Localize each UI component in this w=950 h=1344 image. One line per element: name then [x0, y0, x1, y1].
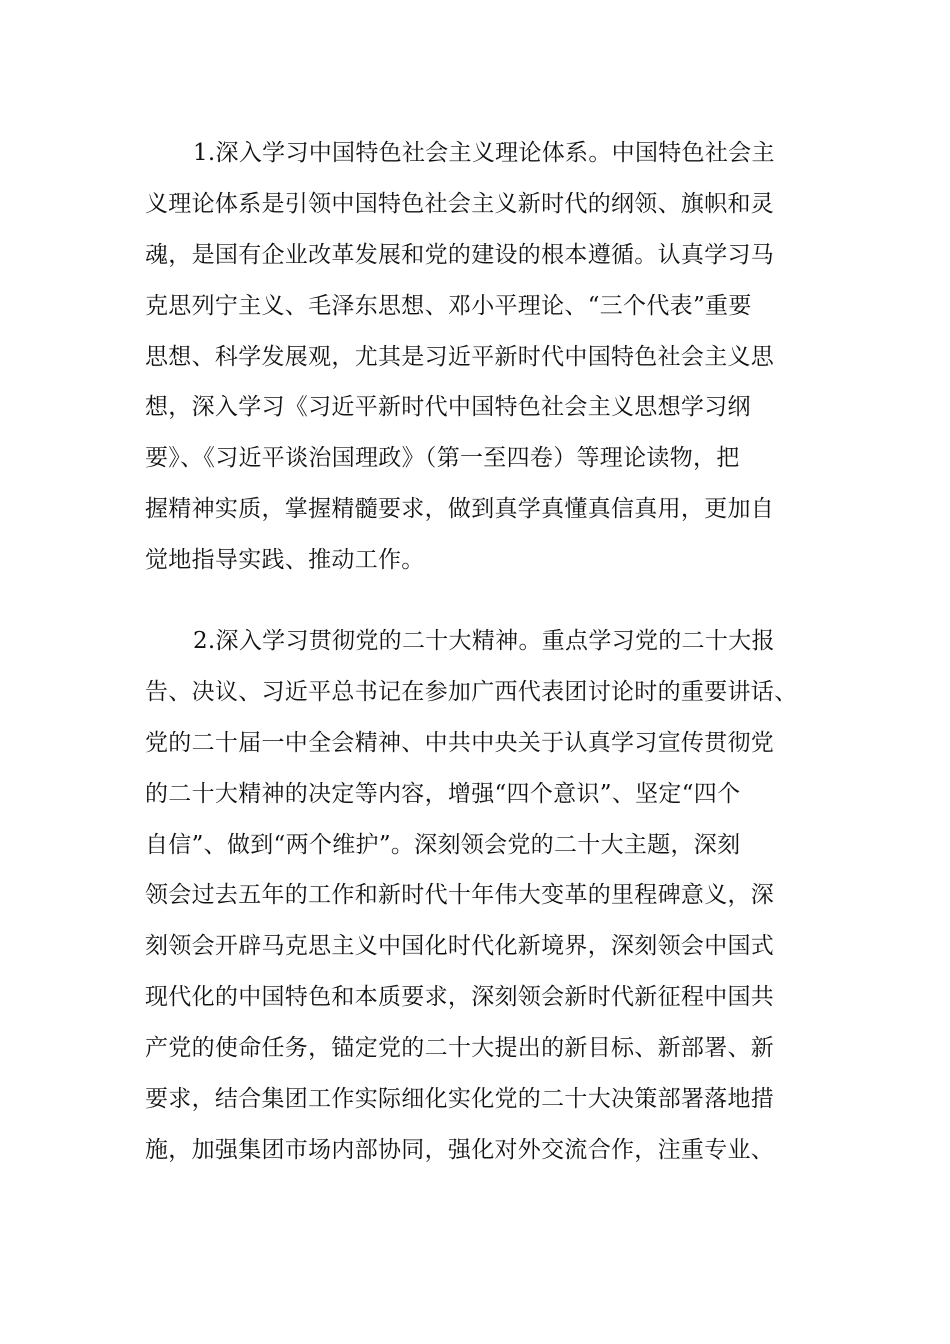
paragraph-line: 要求，结合集团工作实际细化实化党的二十大决策部署落地措 — [145, 1086, 775, 1113]
paragraph-2 — [145, 616, 800, 1176]
paragraph-line: 1.深入学习中国特色社会主义理论体系。中国特色社会主 — [193, 140, 775, 166]
paragraph-line: 告、决议、习近平总书记在参加广西代表团讨论时的重要讲话、 — [145, 678, 798, 705]
paragraph-line: 党的二十届一中全会精神、中共中央关于认真学习宣传贯彻党 — [145, 729, 775, 756]
paragraph-line: 觉地指导实践、推动工作。 — [145, 547, 425, 574]
paragraph-line: 义理论体系是引领中国特色社会主义新时代的纲领、旗帜和灵 — [145, 190, 775, 217]
paragraph-line: 想，深入学习《习近平新时代中国特色社会主义思想学习纲 — [145, 394, 751, 421]
paragraph-line: 克思列宁主义、毛泽东思想、邓小平理论、“三个代表”重要 — [145, 292, 752, 319]
paragraph-line: 要》、《习近平谈治国理政》（第一至四卷）等理论读物，把 — [145, 445, 740, 472]
paragraph-line: 施，加强集团市场内部协同，强化对外交流合作，注重专业、 — [145, 1136, 775, 1163]
paragraph-line: 自信”、做到“两个维护”。深刻领会党的二十大主题，深刻 — [145, 831, 741, 858]
paragraph-line: 领会过去五年的工作和新时代十年伟大变革的里程碑意义，深 — [145, 882, 775, 909]
paragraph-line: 魂，是国有企业改革发展和党的建设的根本遵循。认真学习马 — [145, 241, 775, 268]
paragraph-line: 的二十大精神的决定等内容，增强“四个意识”、坚定“四个 — [145, 780, 741, 807]
paragraph-line: 刻领会开辟马克思主义中国化时代化新境界，深刻领会中国式 — [145, 933, 775, 960]
paragraph-line: 产党的使命任务，锚定党的二十大提出的新目标、新部署、新 — [145, 1035, 775, 1062]
document-body — [145, 128, 800, 1176]
paragraph-line: 握精神实质，掌握精髓要求，做到真学真懂真信真用，更加自 — [145, 496, 775, 523]
paragraph-line: 思想、科学发展观，尤其是习近平新时代中国特色社会主义思 — [145, 343, 775, 370]
paragraph-line: 2.深入学习贯彻党的二十大精神。重点学习党的二十大报 — [193, 628, 775, 655]
paragraph-1 — [145, 128, 800, 586]
paragraph-line: 现代化的中国特色和本质要求，深刻领会新时代新征程中国共 — [145, 984, 775, 1011]
